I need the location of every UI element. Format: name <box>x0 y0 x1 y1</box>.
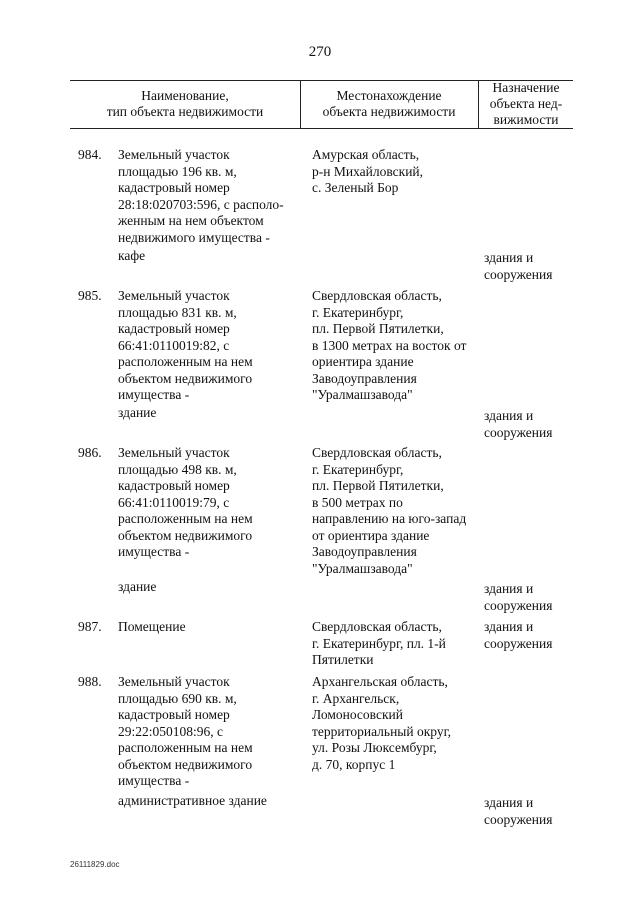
object-name: Земельный участок площадью 498 кв. м, кадастровый номер 66:41:0110019:79, с расположенным на нем объектом недвижимого имущества - <box>118 445 253 559</box>
object-location: Амурская область, р-н Михайловский, с. Зеленый Бор <box>312 147 424 195</box>
object-name: Земельный участок площадью 831 кв. м, кадастровый номер 66:41:0110019:82, с расположенным на нем объектом недвижимого имущества - <box>118 288 253 402</box>
row-number: 986. <box>78 445 102 460</box>
header-bottom-rule <box>70 128 573 129</box>
object-purpose: здания и сооружения <box>484 619 553 651</box>
header-divider-2 <box>478 80 479 128</box>
object-location: Свердловская область, г. Екатеринбург, пл. Первой Пятилетки, в 1300 метрах на восток от ориентира здание Заводоуправления "Уралмашзавода" <box>312 288 467 402</box>
object-location: Архангельская область, г. Архангельск, Ломоносовский территориальный округ, ул. Розы Люксембург, д. 70, корпус 1 <box>312 674 451 772</box>
object-subtype: здание <box>118 405 157 420</box>
object-name: Помещение <box>118 619 186 634</box>
object-subtype: здание <box>118 579 157 594</box>
row-number: 988. <box>78 674 102 689</box>
object-subtype: кафе <box>118 248 146 263</box>
object-name: Земельный участок площадью 196 кв. м, кадастровый номер 28:18:020703:596, с располо- женным на нем объектом недвижимого имущества - <box>118 147 284 245</box>
column-header-location: Местонахождение объекта недвижимости <box>322 88 456 119</box>
object-purpose: здания и сооружения <box>484 581 553 613</box>
object-purpose: здания и сооружения <box>484 250 553 282</box>
object-location: Свердловская область, г. Екатеринбург, пл. Первой Пятилетки, в 500 метрах по направлению на юго-запад от ориентира здание Заводоуправления "Уралмашзавода" <box>312 445 467 576</box>
header-divider-1 <box>300 80 301 128</box>
row-number: 984. <box>78 147 102 162</box>
row-number: 987. <box>78 619 102 634</box>
object-purpose: здания и сооружения <box>484 408 553 440</box>
object-location: Свердловская область, г. Екатеринбург, пл. 1-й Пятилетки <box>312 619 446 667</box>
object-name: Земельный участок площадью 690 кв. м, кадастровый номер 29:22:050108:96, с расположенным на нем объектом недвижимого имущества - <box>118 674 253 788</box>
column-header-name: Наименование, тип объекта недвижимости <box>106 88 264 119</box>
object-purpose: здания и сооружения <box>484 795 553 827</box>
column-header-purpose: Назначение объекта нед- вижимости <box>489 80 563 127</box>
row-number: 985. <box>78 288 102 303</box>
page-number: 270 <box>308 44 332 60</box>
object-subtype: административное здание <box>118 793 267 808</box>
document-filename: 26111829.doc <box>70 860 120 869</box>
